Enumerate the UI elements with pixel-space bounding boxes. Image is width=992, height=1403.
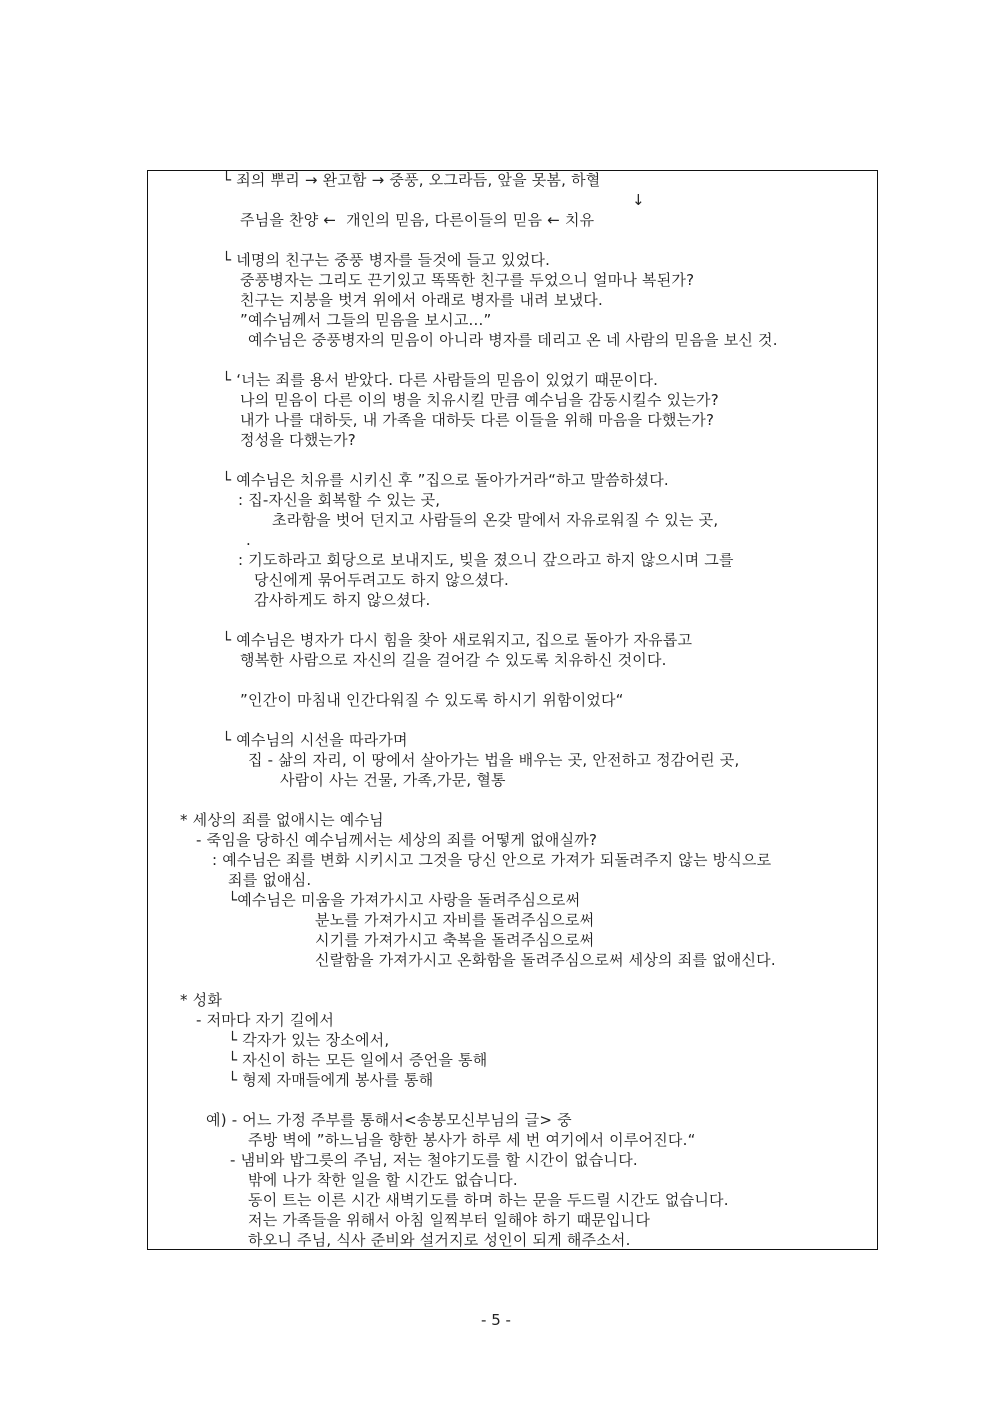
text-line: 하오니 주님, 식사 준비와 설거지로 성인이 되게 해주소서.	[248, 1231, 631, 1249]
text-line: └ 예수님은 병자가 다시 힘을 찾아 새로워지고, 집으로 돌아가 자유롭고	[222, 631, 693, 649]
text-line: 나의 믿음이 다른 이의 병을 치유시킬 만큼 예수님을 감동시킬수 있는가?	[240, 391, 719, 409]
text-line: 죄를 없애심.	[228, 871, 312, 889]
text-line: : 집-자신을 회복할 수 있는 곳,	[238, 491, 441, 509]
text-line: └ ‘너는 죄를 용서 받았다. 다른 사람들의 믿음이 있었기 때문이다.	[222, 371, 659, 389]
text-line: └예수님은 미움을 가져가시고 사랑을 돌려주심으로써	[228, 891, 581, 909]
text-line: 당신에게 묶어두려고도 하지 않으셨다.	[254, 571, 509, 589]
section-heading: * 성화	[180, 991, 223, 1009]
text-line: 주님을 찬양 ← 개인의 믿음, 다른이들의 믿음 ← 치유	[240, 211, 595, 229]
text-line: 감사하게도 하지 않으셨다.	[254, 591, 431, 609]
text-line: 분노를 가져가시고 자비를 돌려주심으로써	[315, 911, 595, 929]
text-line: 친구는 지붕을 벗겨 위에서 아래로 병자를 내려 보냈다.	[240, 291, 603, 309]
text-line: - 죽임을 당하신 예수님께서는 세상의 죄를 어떻게 없애실까?	[196, 831, 598, 849]
text-line: └ 자신이 하는 모든 일에서 증언을 통해	[228, 1051, 488, 1069]
text-line: : 기도하라고 회당으로 보내지도, 빚을 졌으니 갚으라고 하지 않으시며 그를	[238, 551, 734, 569]
text-line: ”예수님께서 그들의 믿음을 보시고...”	[240, 311, 492, 329]
text-line: : 예수님은 죄를 변화 시키시고 그것을 당신 안으로 가져가 되돌려주지 않는 방식으로	[212, 851, 772, 869]
text-line: 예수님은 중풍병자의 믿음이 아니라 병자를 데리고 온 네 사람의 믿음을 보신 것.	[248, 331, 778, 349]
text-line: 저는 가족들을 위해서 아침 일찍부터 일해야 하기 때문입니다	[248, 1211, 651, 1229]
text-line: └ 형제 자매들에게 봉사를 통해	[228, 1071, 434, 1089]
text-line: - 저마다 자기 길에서	[196, 1011, 335, 1029]
text-line: 중풍병자는 그리도 끈기있고 똑똑한 친구를 두었으니 얼마나 복된가?	[240, 271, 695, 289]
text-line: └ 예수님의 시선을 따라가며	[222, 731, 408, 749]
text-line: └ 각자가 있는 장소에서,	[228, 1031, 390, 1049]
text-line: 집 - 삶의 자리, 이 땅에서 살아가는 법을 배우는 곳, 안전하고 정감어린 곳,	[248, 751, 740, 769]
text-line: └ 죄의 뿌리 → 완고함 → 중풍, 오그라듬, 앞을 못봄, 하혈	[222, 171, 601, 189]
text-line: .	[246, 531, 251, 549]
text-line: 신랄함을 가져가시고 온화함을 돌려주심으로써 세상의 죄를 없애신다.	[315, 951, 776, 969]
text-line: 주방 벽에 ”하느님을 향한 봉사가 하루 세 번 여기에서 이루어진다.“	[248, 1131, 696, 1149]
text-line: 행복한 사람으로 자신의 길을 걸어갈 수 있도록 치유하신 것이다.	[240, 651, 667, 669]
text-line: 예) - 어느 가정 주부를 통해서<송봉모신부님의 글> 중	[206, 1111, 572, 1129]
text-line: 정성을 다했는가?	[240, 431, 356, 449]
text-line: 내가 나를 대하듯, 내 가족을 대하듯 다른 이들을 위해 마음을 다했는가?	[240, 411, 715, 429]
text-line: └ 예수님은 치유를 시키신 후 ”집으로 돌아가거라“하고 말씀하셨다.	[222, 471, 669, 489]
text-line: 시기를 가져가시고 축복을 돌려주심으로써	[315, 931, 595, 949]
text-line: - 냄비와 밥그릇의 주님, 저는 철야기도를 할 시간이 없습니다.	[230, 1151, 638, 1169]
page-number: - 5 -	[481, 1311, 511, 1329]
text-line: 초라함을 벗어 던지고 사람들의 온갖 말에서 자유로워질 수 있는 곳,	[272, 511, 719, 529]
text-line: └ 네명의 친구는 중풍 병자를 들것에 들고 있었다.	[222, 251, 551, 269]
arrow-down-icon: ↓	[632, 191, 645, 209]
text-line: 사람이 사는 건물, 가족,가문, 혈통	[280, 771, 506, 789]
text-line: 밖에 나가 착한 일을 할 시간도 없습니다.	[248, 1171, 518, 1189]
quote-line: ”인간이 마침내 인간다워질 수 있도록 하시기 위함이었다“	[240, 691, 624, 709]
text-line: 동이 트는 이른 시간 새벽기도를 하며 하는 문을 두드릴 시간도 없습니다.	[248, 1191, 729, 1209]
section-heading: * 세상의 죄를 없애시는 예수님	[180, 811, 384, 829]
